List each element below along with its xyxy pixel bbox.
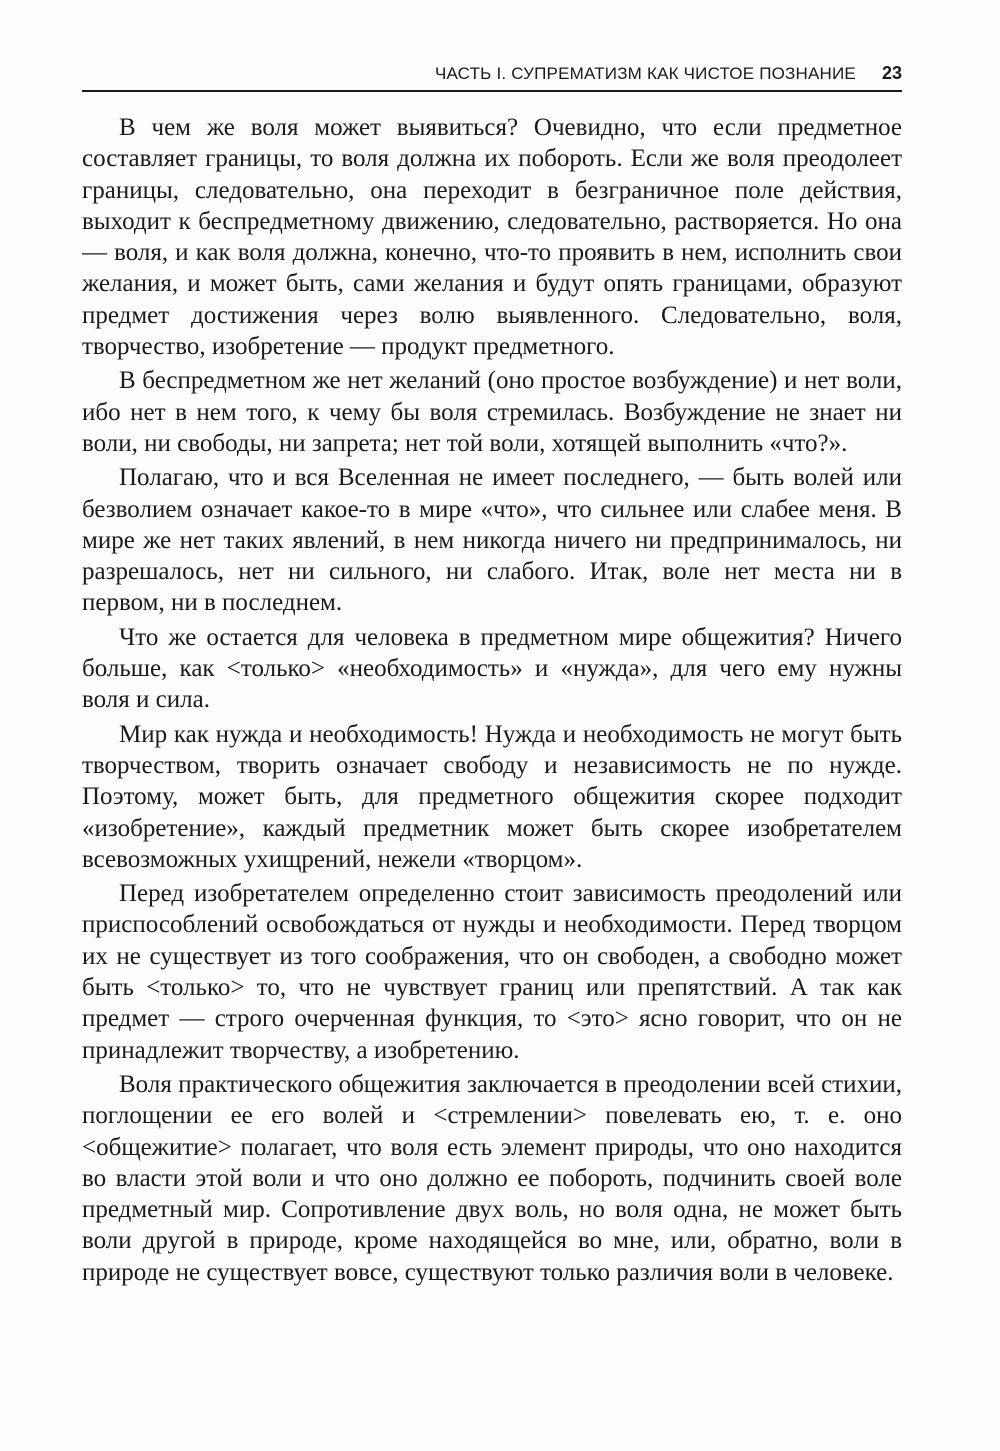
running-title: ЧАСТЬ I. СУПРЕМАТИЗМ КАК ЧИСТОЕ ПОЗНАНИЕ: [434, 64, 856, 83]
paragraph: Мир как нужда и необходимость! Нужда и необходимость не могут быть творчеством, творить означает свободу и независимость не по нужде. Поэтому, может быть, для предметного общежития скорее подходит «изобретение», каждый предметник может быть скорее изобретателем всевозможных ухищрений, нежели «творцом».: [82, 720, 902, 873]
running-header: [82, 58, 902, 92]
paragraph: Полагаю, что и вся Вселенная не имеет последнего, — быть волей или безволием означает какое-то в мире «что», что сильнее или слабее меня. В мире же нет таких явлений, в нем никогда ничего ни предпринималось, ни разрешалось, нет ни сильного, ни слабого. Итак, воле нет места ни в первом, ни в последнем.: [82, 464, 902, 617]
paragraph: В беспредметном же нет желаний (оно простое возбуждение) и нет воли, ибо нет в нем того, к чему бы воля стремилась. Возбуждение не знает ни воли, ни свободы, ни запрета; нет той воли, хотящей выполнить «что?».: [82, 367, 902, 457]
paragraph: Воля практического общежития заключается в преодолении всей стихии, поглощении ее его волей и <стремлении> повелевать ею, т. е. оно <общежитие> полагает, что воля есть элемент природы, что оно находится во власти этой воли и что оно должно ее побороть, подчинить своей воле предметный мир. Сопротивление двух воль, но воля одна, не может быть воли другой в природе, кроме находящейся во мне, или, обратно, воли в природе не существует вовсе, существуют только различия воли в человеке.: [82, 1070, 902, 1286]
page-number: 23: [881, 63, 902, 83]
body-text: [82, 112, 902, 1291]
paragraph: Перед изобретателем определенно стоит зависимость преодолений или приспособлений освобождаться от нужды и необходимости. Перед творцом их не существует из того соображения, что он свободен, а свободно может быть <только> то, что не чувствует границ или препятствий. А так как предмет — строго очерченная функция, то <это> ясно говорит, что он не принадлежит творчеству, а изобретению.: [82, 880, 902, 1064]
paragraph: В чем же воля может выявиться? Очевидно, что если предметное составляет границы, то воля должна их побороть. Если же воля преодолеет границы, следовательно, она переходит в безграничное поле действия, выходит к беспредметному движению, следовательно, растворяется. Но она — воля, и как воля должна, конечно, что-то проявить в нем, исполнить свои желания, и может быть, сами желания и будут опять границами, образуют предмет достижения через волю выявленного. Следовательно, воля, творчество, изобретение — продукт предметного.: [82, 114, 902, 361]
paragraph: Что же остается для человека в предметном мире общежития? Ничего больше, как <только> «необходимость» и «нужда», для чего ему нужны воля и сила.: [82, 623, 902, 714]
